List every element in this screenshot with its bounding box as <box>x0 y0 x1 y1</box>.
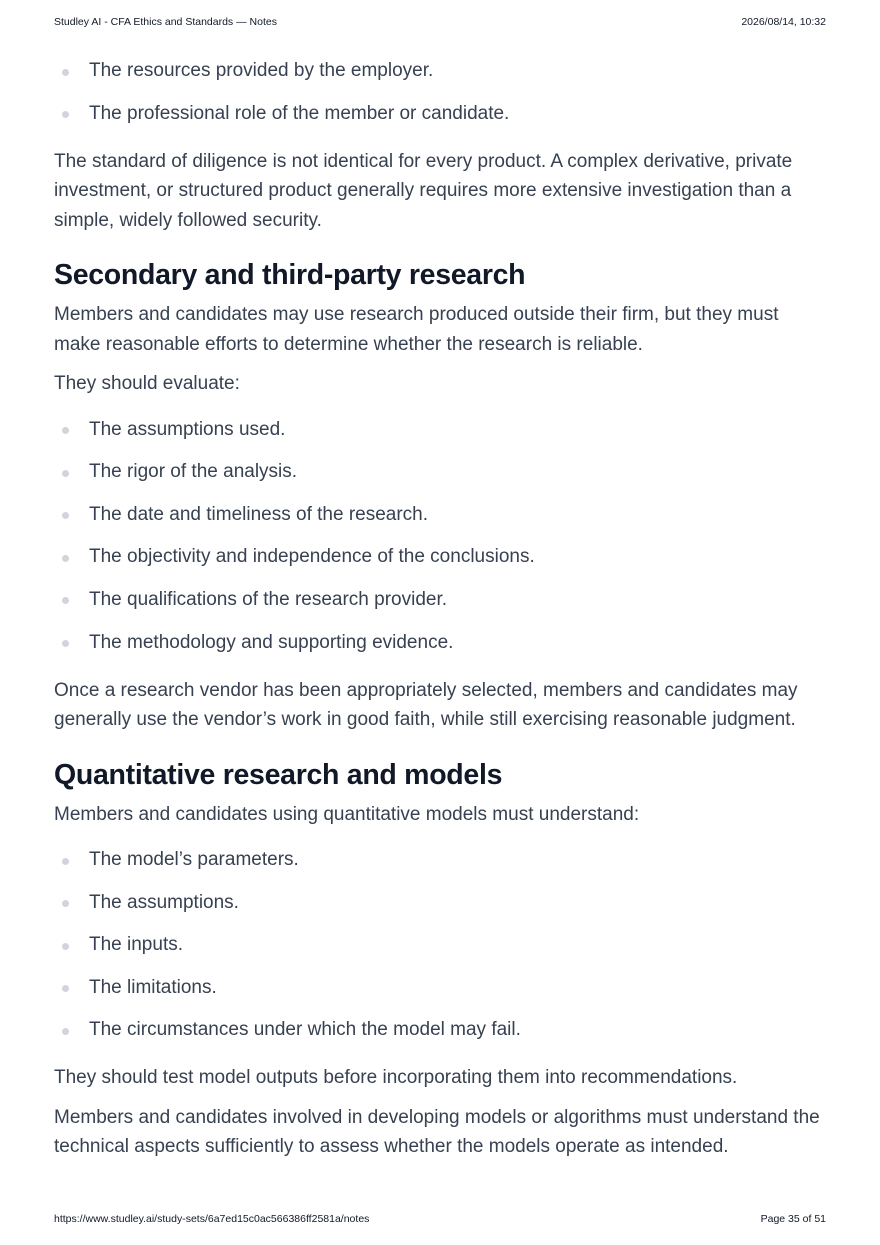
section-heading-quantitative-research: Quantitative research and models <box>54 758 503 791</box>
list-item: The model’s parameters. <box>54 845 826 875</box>
list-item: The date and timeliness of the research. <box>54 500 826 530</box>
list-item: The assumptions. <box>54 888 826 918</box>
list-item: The objectivity and independence of the conclusions. <box>54 542 826 572</box>
list-item: The qualifications of the research provider. <box>54 585 826 615</box>
paragraph-diligence: The standard of diligence is not identical for every product. A complex derivative, private investment, or structured product generally requires more extensive investigation than a simple, widely followed security. <box>54 150 793 231</box>
section-heading-secondary-research: Secondary and third-party research <box>54 259 526 292</box>
list-item: The resources provided by the employer. <box>54 56 826 86</box>
bullet-list-evaluate <box>54 415 826 658</box>
notes-content <box>54 56 826 1172</box>
page-number: Page 35 of 51 <box>760 1213 826 1225</box>
list-item: The circumstances under which the model may fail. <box>54 1015 826 1045</box>
list-item: The assumptions used. <box>54 415 826 445</box>
document-title: Studley AI - CFA Ethics and Standards — Notes <box>54 16 277 28</box>
paragraph: Members and candidates may use research produced outside their firm, but they must make reasonable efforts to determine whether the research is reliable. <box>54 304 779 355</box>
paragraph: Once a research vendor has been appropriately selected, members and candidates may generally use the vendor’s work in good faith, while still exercising reasonable judgment. <box>54 679 798 731</box>
print-header <box>54 16 826 28</box>
paragraph: Members and candidates involved in developing models or algorithms must understand the technical aspects sufficiently to assess whether the models operate as intended. <box>54 1106 820 1158</box>
list-item: The inputs. <box>54 930 826 960</box>
page-url: https://www.studley.ai/study-sets/6a7ed15c0ac566386ff2581a/notes <box>54 1213 370 1225</box>
list-item: The professional role of the member or candidate. <box>54 99 826 129</box>
print-footer <box>54 1213 826 1225</box>
paragraph: They should evaluate: <box>54 373 240 395</box>
paragraph: Members and candidates using quantitative models must understand: <box>54 803 640 825</box>
list-item: The rigor of the analysis. <box>54 457 826 487</box>
paragraph: They should test model outputs before incorporating them into recommendations. <box>54 1067 738 1089</box>
print-datetime: 2026/08/14, 10:32 <box>741 16 826 28</box>
list-item: The limitations. <box>54 973 826 1003</box>
list-item: The methodology and supporting evidence. <box>54 628 826 658</box>
bullet-list-model-understanding <box>54 845 826 1045</box>
bullet-list-top <box>54 56 826 129</box>
